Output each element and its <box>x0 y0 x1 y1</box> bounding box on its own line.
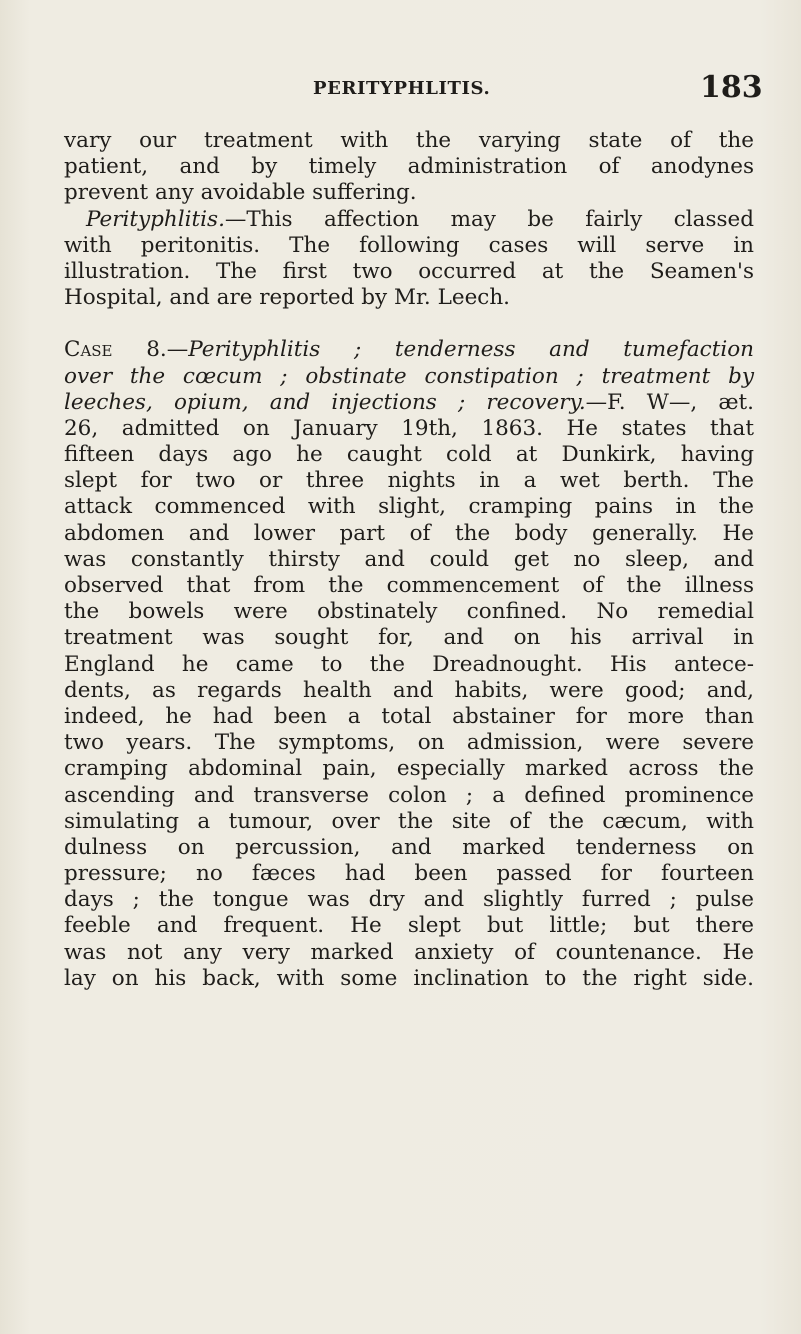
text-line: vary our treatment with the varying state of the <box>64 128 754 153</box>
text-line: feeble and frequent. He slept but little; but there <box>64 913 754 939</box>
case-title: Perityphlitis ; tenderness and tumefaction <box>188 337 754 363</box>
text-line: Hospital, and are reported by Mr. Leech. <box>64 285 511 311</box>
text-line: was constantly thirsty and could get no sleep, and <box>64 546 754 572</box>
text-line: slept for two or three nights in a wet berth. The <box>64 468 754 494</box>
text-line: the bowels were obstinately confined. No remedial <box>64 599 754 625</box>
text-line: treatment was sought for, and on his arrival in <box>64 625 754 651</box>
text-line: ascending and transverse colon ; a defined prominence <box>64 782 754 808</box>
page-header <box>0 70 801 108</box>
text-line <box>64 207 754 233</box>
case-title: leeches, opium, and injections ; recovery. <box>64 389 586 415</box>
text-line: with peritonitis. The following cases will serve in <box>64 232 754 258</box>
running-title: PERITYPHLITIS. <box>313 78 491 99</box>
text-line: was not any very marked anxiety of countenance. He <box>64 939 754 965</box>
text-line: dents, as regards health and habits, were good; and, <box>64 677 754 703</box>
text-line: observed that from the commencement of the illness <box>64 573 754 598</box>
text-line: lay on his back, with some inclination to the right side. <box>64 965 754 991</box>
case-heading-line <box>64 337 754 363</box>
text-line: patient, and by timely administration of anodynes <box>64 154 754 180</box>
patient-identifier: —F. W—, æt. <box>585 389 755 415</box>
text-line: 26, admitted on January 19th, 1863. He states that <box>64 415 754 441</box>
text-line: abdomen and lower part of the body generally. He <box>64 520 754 546</box>
text-line: illustration. The first two occurred at the Seamen's <box>64 258 754 284</box>
text-line: fifteen days ago he caught cold at Dunkirk, having <box>64 442 754 468</box>
paragraph-gap <box>64 311 754 337</box>
page-number: 183 <box>700 70 763 105</box>
text-line: prevent any avoidable suffering. <box>64 180 417 206</box>
text-line: attack commenced with slight, cramping pains in the <box>64 494 754 520</box>
text-run: —This affection may be fairly classed <box>224 206 754 232</box>
case-number: 8.— <box>112 337 189 363</box>
case-label: Case <box>64 337 113 363</box>
text-line: simulating a tumour, over the site of the cæcum, with <box>64 808 754 834</box>
section-heading: Perityphlitis. <box>86 206 225 232</box>
text-line: two years. The symptoms, on admission, were severe <box>64 730 754 756</box>
text-line: England he came to the Dreadnought. His antece- <box>64 651 754 677</box>
body-text <box>64 128 754 992</box>
text-line: days ; the tongue was dry and slightly furred ; pulse <box>64 887 754 913</box>
case-title-line <box>64 390 754 416</box>
text-line: pressure; no fæces had been passed for fourteen <box>64 861 754 887</box>
text-line: dulness on percussion, and marked tenderness on <box>64 834 754 860</box>
case-title-line: over the cœcum ; obstinate constipation ; treatment by <box>64 363 754 389</box>
text-line: indeed, he had been a total abstainer for more than <box>64 703 754 729</box>
text-line: cramping abdominal pain, especially marked across the <box>64 756 754 782</box>
